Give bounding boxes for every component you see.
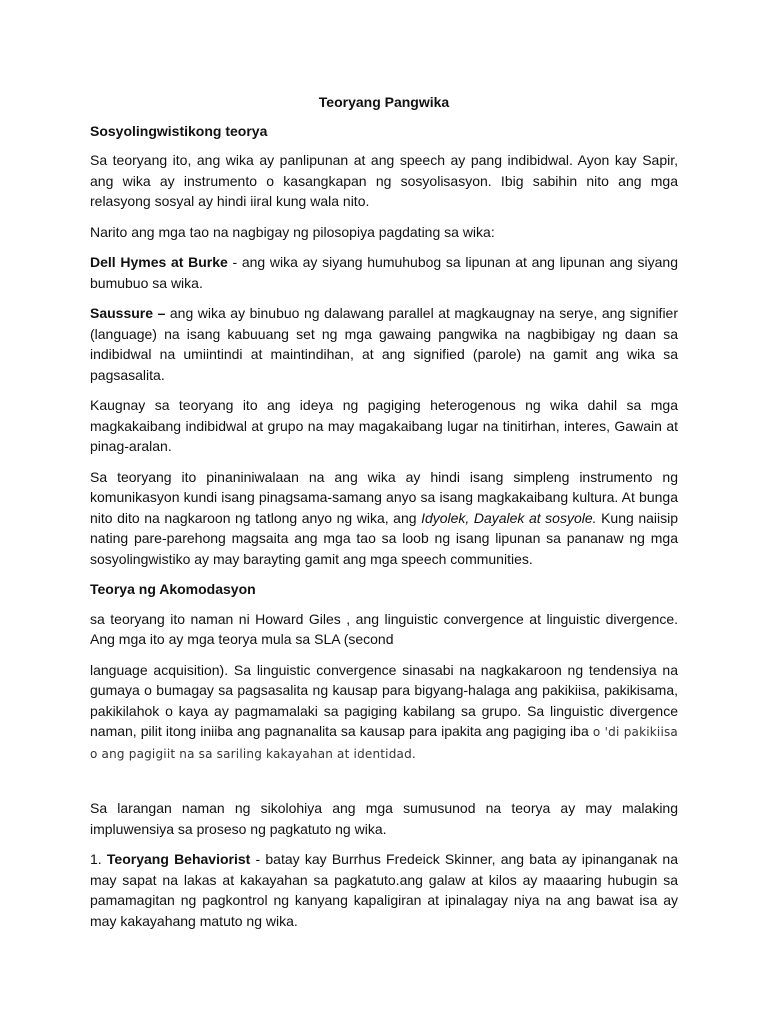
definition-hymes-burke: - ang wika ay siyang humuhubog sa lipunan at ang lipunan ang siyang bumubuo sa wika.	[90, 254, 678, 291]
paragraph-sikolohiya: Sa larangan naman ng sikolohiya ang mga sumusunod na teorya ay may malaking impluwensiya sa proseso ng pagkatuto ng wika.	[90, 800, 678, 837]
paragraph-hymes-burke	[90, 252, 678, 293]
document-title: Teoryang Pangwika	[318, 94, 450, 110]
paragraph-convergence	[90, 660, 678, 765]
paragraph-sapir: Sa teoryang ito, ang wika ay panlipunan at ang speech ay pang indibidwal. Ayon kay Sapir, ang wika ay instrumento o kasangkapan ng sosyolisasyon. Ibig sabihin nito ang mga relasyong sosyal ay hindi iiral kung wala nito.	[90, 152, 678, 209]
text-anyo-italic: Idyolek, Dayalek at sosyole.	[421, 509, 597, 526]
list-number: 1.	[90, 851, 107, 867]
text-anyo-before: Sa teoryang ito pinaniniwalaan na ang wika ay hindi isang simpleng instrumento ng komunikasyon kundi isang pinagsama-samang anyo sa isang magkakaibang kultura. At bunga nito dito na nagkaroon ng tatlong anyo ng wika, ang	[90, 468, 678, 526]
term-hymes-burke: Dell Hymes at Burke	[90, 254, 228, 270]
text-convergence-main: language acquisition). Sa linguistic convergence sinasabi na nagkakaroon ng tendensiya na gumaya o bumagay sa pagsasalita ng kausap para bigyang-halaga ang pakikiisa, pakikisama, pakikilahok o kaya ay pagmamalaki sa pagiging kabilang sa grupo. Sa linguistic divergence naman, pilit itong iniiba ang pagnanalita sa kausap para ipakita ang pagiging iba	[90, 661, 678, 739]
term-behaviorist: Teoryang Behaviorist	[106, 851, 251, 867]
text-convergence-tail: o 'di pakikiisa o ang pagigiit na sa sariling kakayahan at identidad.	[90, 725, 678, 761]
text-anyo-after: Kung naiisip nating pare-parehong magsaita ang mga tao sa loob ng isang lipunan sa pananaw ng mga sosyolingwistiko ay may barayting gamit ang mga speech communities.	[90, 509, 679, 567]
paragraph-pilosopiya-intro: Narito ang mga tao na nagbigay ng pilosopiya pagdating sa wika:	[90, 223, 495, 240]
paragraph-giles: sa teoryang ito naman ni Howard Giles , ang linguistic convergence at linguistic divergence. Ang mga ito ay mga teorya mula sa SLA (second	[90, 610, 678, 647]
document-page	[90, 92, 678, 941]
paragraph-saussure	[90, 303, 678, 385]
paragraph-behaviorist	[90, 849, 678, 931]
section-heading-sosyolingwistiko: Sosyolingwistikong teorya	[90, 122, 268, 139]
section-heading-akomodasyon: Teorya ng Akomodasyon	[90, 581, 256, 597]
term-saussure: Saussure –	[90, 305, 166, 321]
definition-saussure: ang wika ay binubuo ng dalawang parallel at magkaugnay na serye, ang signifier (language) na isang kabuuang set ng mga gawaing pangwika na nagbibigay ng daan sa indibidwal na umiintindi at maintindihan, at ang signified (parole) na gamit ang wika sa pagsasalita.	[90, 305, 679, 383]
paragraph-anyo-ng-wika	[90, 467, 678, 570]
paragraph-heterogenous: Kaugnay sa teoryang ito ang ideya ng pagiging heterogenous ng wika dahil sa mga magkakaibang indibidwal at grupo na may magakaibang lugar na tinitirhan, interes, Gawain at pinag-aralan.	[90, 397, 678, 454]
definition-behaviorist: - batay kay Burrhus Fredeick Skinner, ang bata ay ipinanganak na may sapat na lakas at kakayahan sa pagkatuto.ang galaw at kilos ay maaaring hubugin sa pamamagitan ng pagkontrol ng kanyang kapaligiran at ipinalagay niya na ang bawat isa ay may kakayahang matuto ng wika.	[90, 851, 678, 929]
